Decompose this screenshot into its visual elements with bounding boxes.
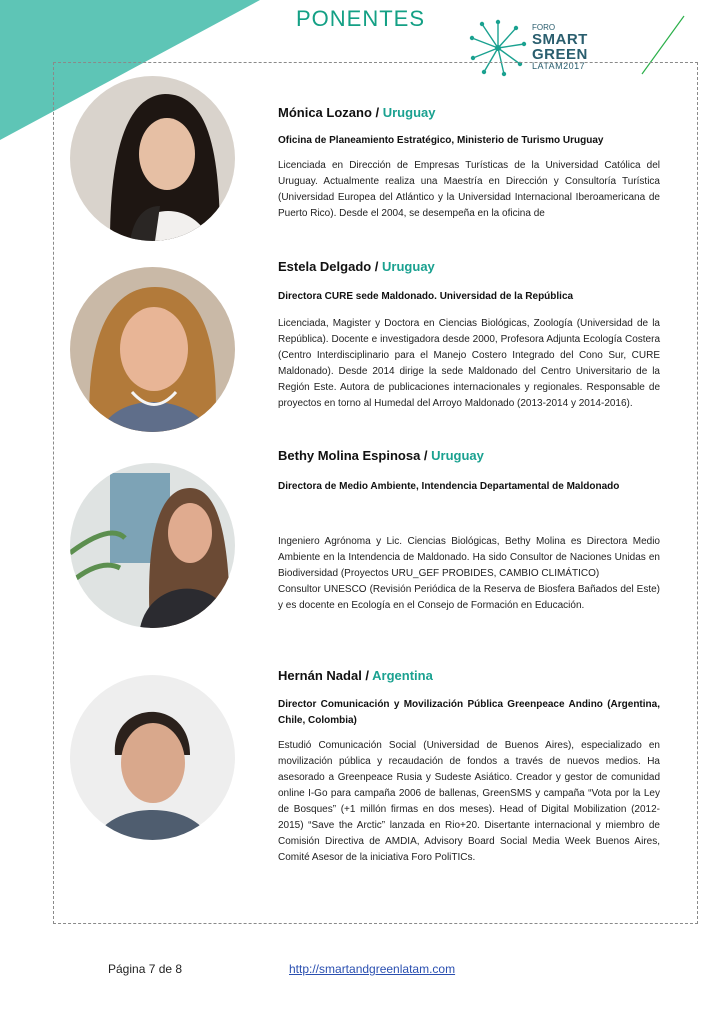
speaker-photo	[70, 463, 235, 628]
speaker-bio: Licenciada, Magister y Doctora en Ciencias Biológicas, Zoología (Universidad de la República). Docente e investigadora desde 2000, Profesora Adjunta Ecología Costera (Centro Interdisciplinario para el Manejo Costero Integrado del Cono Sur, CURE Maldonado). Desde 2014 dirige la sede Maldonado del Centro Universitario de la Región Este. Autora de publicaciones internacionales y regionales. Responsable de proyectos en torno al Humedal del Arroyo Maldonado (2013-2014 y 2014-2016).	[278, 318, 660, 409]
logo-latam: LATAM2017	[532, 61, 586, 71]
speaker-photo	[70, 76, 235, 241]
website-link[interactable]: http://smartandgreenlatam.com	[289, 962, 456, 976]
speaker-country: Uruguay	[431, 448, 484, 463]
speaker-role: Directora CURE sede Maldonado. Universidad de la República	[278, 291, 574, 302]
speaker-country: Uruguay	[382, 259, 435, 274]
speaker-name: Hernán Nadal / Argentina	[278, 668, 433, 683]
speaker-country: Uruguay	[382, 105, 436, 120]
speaker-name: Bethy Molina Espinosa / Uruguay	[278, 448, 484, 463]
speaker-name: Mónica Lozano / Uruguay	[278, 105, 436, 120]
logo-smart: SMART	[532, 31, 588, 48]
logo-foro: FORO	[532, 23, 556, 32]
speaker-country: Argentina	[372, 668, 433, 683]
speaker-bio: Ingeniero Agrónoma y Lic. Ciencias Biológicas, Bethy Molina es Directora Medio Ambiente en la Intendencia de Maldonado. Ha sido Consultor de Naciones Unidas en Biodiversidad (Proyectos URU_GEF PROBIDES, CAMBIO CLIMÁTICO) Consultor UNESCO (Revisión Periódica de la Reserva de Biosfera Bañados del Este) y es docente en Ecología en el Consejo de Formación en Educación.	[278, 536, 660, 611]
speaker-bio: Estudió Comunicación Social (Universidad de Buenos Aires), especializado en movilización pública y recaudación de fondos a través de nuevos medios. Ha asesorado a Greenpeace Rusia y Sudeste Asiático. Creador y gestor de comunidad online I-Go para campaña 2006 de ballenas, GreenSMS y campaña “Vota por la Ley de Bosques” (+1 millón firmas en dos meses). Head of Digital Mobilization (2012-2015) “Save the Arctic” lanzada en Rio+20. Disertante internacional y miembro de Comisión Directiva de AMDIA, Advisory Board Social Media Week Buenos Aires, Comité Asesor de la iniciativa Foro PoliTICs.	[278, 740, 660, 863]
speaker-role: Oficina de Planeamiento Estratégico, Ministerio de Turismo Uruguay	[278, 135, 604, 146]
speaker-photo	[70, 675, 235, 840]
page-title: PONENTES	[296, 6, 426, 31]
speaker-role: Director Comunicación y Movilización Pública Greenpeace Andino (Argentina, Chile, Colombia)	[278, 699, 660, 726]
speaker-name: Estela Delgado / Uruguay	[278, 259, 435, 274]
speaker-role: Directora de Medio Ambiente, Intendencia Departamental de Maldonado	[278, 481, 620, 492]
speaker-photo	[70, 267, 235, 432]
logo-green: GREEN	[532, 46, 588, 63]
speaker-bio: Licenciada en Dirección de Empresas Turísticas de la Universidad Católica del Uruguay. Actualmente realiza una Maestría en Dirección y Consultoría Turística (Universidad Europea del Atlántico y la Universidad Internacional Iberoamericana de Puerto Rico). Desde el 2004, se desempeña en la oficina de	[278, 160, 660, 219]
page-number: Página 7 de 8	[108, 962, 183, 976]
